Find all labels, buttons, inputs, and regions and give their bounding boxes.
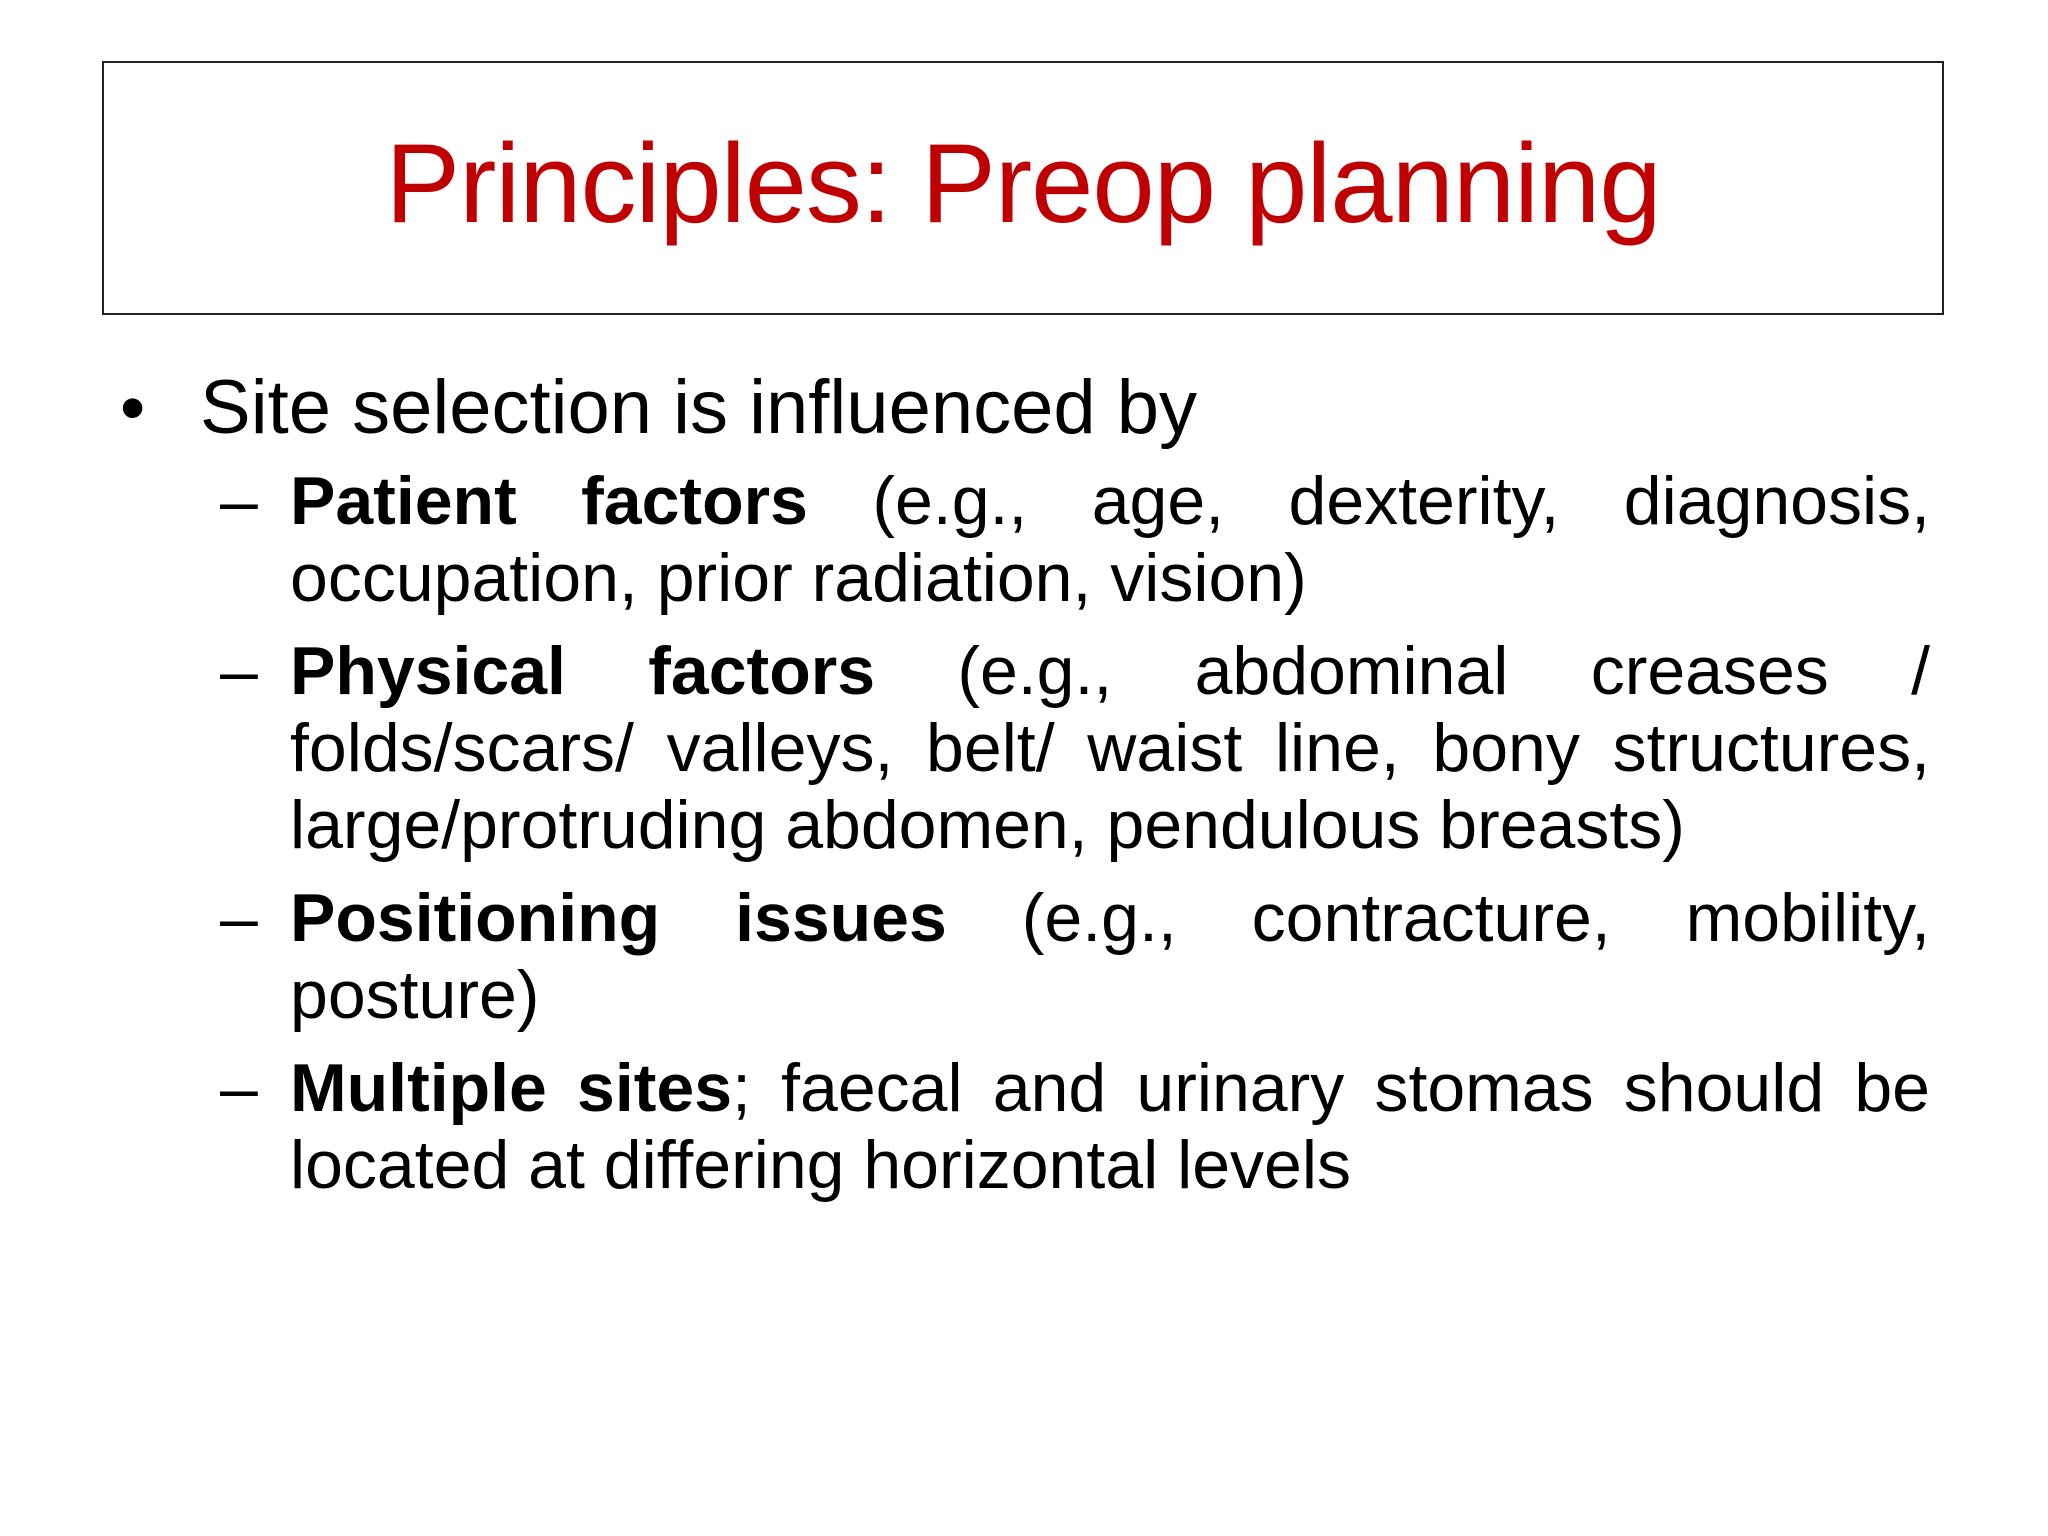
sub-item-term: Multiple sites (290, 1050, 733, 1126)
bullet-symbol: • (120, 368, 146, 448)
sub-item-text (290, 633, 1930, 864)
sub-item-detail: (e.g., abdominal creases / folds/scars/ valleys, belt/ waist line, bony structures, large/protruding abdomen, pendulous breasts) (290, 633, 1930, 863)
sub-item-multiple-sites (220, 1050, 1930, 1204)
sub-item-detail: ; faecal and urinary stomas should be located at differing horizontal levels (290, 1050, 1931, 1203)
slide-title: Principles: Preop planning (385, 121, 1661, 246)
sub-item-patient-factors (220, 463, 1930, 617)
bullet-text: Site selection is influenced by (200, 365, 1198, 450)
dash-symbol: – (220, 1050, 258, 1126)
dash-symbol: – (220, 880, 258, 956)
sub-item-detail: (e.g., contracture, mobility, posture) (290, 880, 1930, 1033)
slide-content (120, 365, 1930, 1220)
sub-item-text (290, 880, 1930, 1034)
title-box (102, 61, 1944, 315)
sub-item-term: Positioning issues (290, 880, 947, 956)
sub-item-detail: (e.g., age, dexterity, diagnosis, occupation, prior radiation, vision) (290, 463, 1930, 616)
sub-item-term: Patient factors (290, 463, 808, 539)
sub-item-physical-factors (220, 633, 1930, 864)
sub-item-text (290, 1050, 1930, 1204)
dash-symbol: – (220, 463, 258, 539)
main-bullet (120, 365, 1930, 451)
sub-bullet-list (120, 463, 1930, 1204)
sub-item-positioning-issues (220, 880, 1930, 1034)
dash-symbol: – (220, 633, 258, 709)
sub-item-text (290, 463, 1930, 617)
sub-item-term: Physical factors (290, 633, 876, 709)
